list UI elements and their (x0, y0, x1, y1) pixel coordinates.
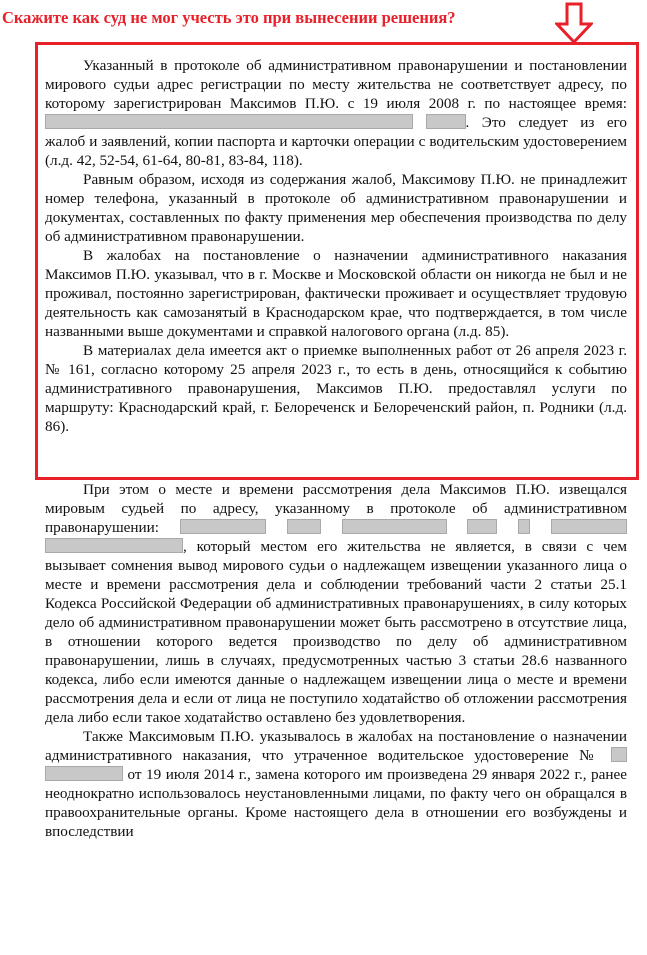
paragraph-act: В материалах дела имеется акт о приемке выполненных работ от 26 апреля 2023 г. № 161, согласно которому 25 апреля 2023 г., то есть в день, относящийся к событию административного правонарушения, Максимов П.Ю. предоставлял услуги по маршруту: Краснодарский край, г. Белореченск и Белореченский район, п. Родники (л.д. 86). (45, 342, 627, 435)
paragraph-text: , который местом его жительства не является, в связи с чем вызывает сомнения вывод мирового судьи о надлежащем извещении указанного лица о месте и времени рассмотрения дела и соблюдении требований части 2 статьи 25.1 Кодекса Российской Федерации об административных правонарушениях, в силу которых дело об административном правонарушении может быть рассмотрено в отсутствие лица, в отношении которого ведется производство по делу об административном правонарушении, лишь в случаях, предусмотренных частью 3 статьи 28.6 названного кодекса, либо если имеются данные о надлежащем извещении лица о месте и времени рассмотрения дела и если от лица не поступило ходатайство об отложении рассмотрения дела либо если такое ходатайство оставлено без удовлетворения. (45, 538, 627, 726)
redacted-field (45, 766, 123, 781)
paragraph-notice (45, 480, 627, 727)
redacted-address-cont (426, 114, 466, 129)
redacted-field (180, 519, 266, 534)
paragraph-text: от 19 июля 2014 г., замена которого им произведена 29 января 2022 г., ранее неоднократно использовалось неустановленными лицами, по факту чего он обращался в правоохранительные органы. Кроме настоящего дела в отношении его возбуждены и впоследствии (45, 766, 627, 840)
paragraph-text: Также Максимовым П.Ю. указывалось в жалобах на постановление о назначении административного наказания, что утраченное водительское удостоверение № (45, 728, 627, 764)
redacted-address (45, 114, 413, 129)
redacted-field (287, 519, 321, 534)
redacted-field (551, 519, 627, 534)
paragraph-text: Указанный в протоколе об административном правонарушении и постановлении мирового судьи адрес регистрации по месту жительства не соответствует адресу, по которому зарегистрирован Максимов П.Ю. с 19 июля 2008 г. по настоящее время: (45, 57, 627, 112)
paragraph-text: При этом о месте и времени рассмотрения дела Максимов П.Ю. извещался мировым судьей по адресу, указанному в протоколе об административном правонарушении: (45, 481, 627, 536)
question-heading: Скажите как суд не мог учесть это при вынесении решения? (2, 8, 456, 27)
document-body-continued (45, 480, 627, 841)
down-arrow-icon (555, 2, 593, 44)
paragraph-residence: В жалобах на постановление о назначении административного наказания Максимов П.Ю. указывал, что в г. Москве и Московской области он никогда не был и не проживал, постоянно зарегистрирован, фактически проживает и осуществляет трудовую деятельность как самозанятый в Краснодарском крае, что подтверждается, в том числе названными выше документами и справкой налогового органа (л.д. 85). (45, 247, 627, 340)
redacted-field (467, 519, 497, 534)
redacted-field (342, 519, 447, 534)
paragraph-phone: Равным образом, исходя из содержания жалоб, Максимову П.Ю. не принадлежит номер телефона, указанный в протоколе об административном правонарушении и документах, составленных по факту применения мер обеспечения производства по делу об административном правонарушении. (45, 171, 627, 245)
document-body (45, 56, 627, 436)
redacted-field (518, 519, 530, 534)
redacted-field (45, 538, 183, 553)
redacted-field (611, 747, 627, 762)
paragraph-text: . Это следует из его жалоб и заявлений, копии паспорта и карточки операции с водительским удостоверением (л.д. 42, 52-54, 61-64, 80-81, 83-84, 118). (45, 114, 627, 169)
paragraph-license (45, 727, 627, 841)
paragraph-address (45, 56, 627, 170)
